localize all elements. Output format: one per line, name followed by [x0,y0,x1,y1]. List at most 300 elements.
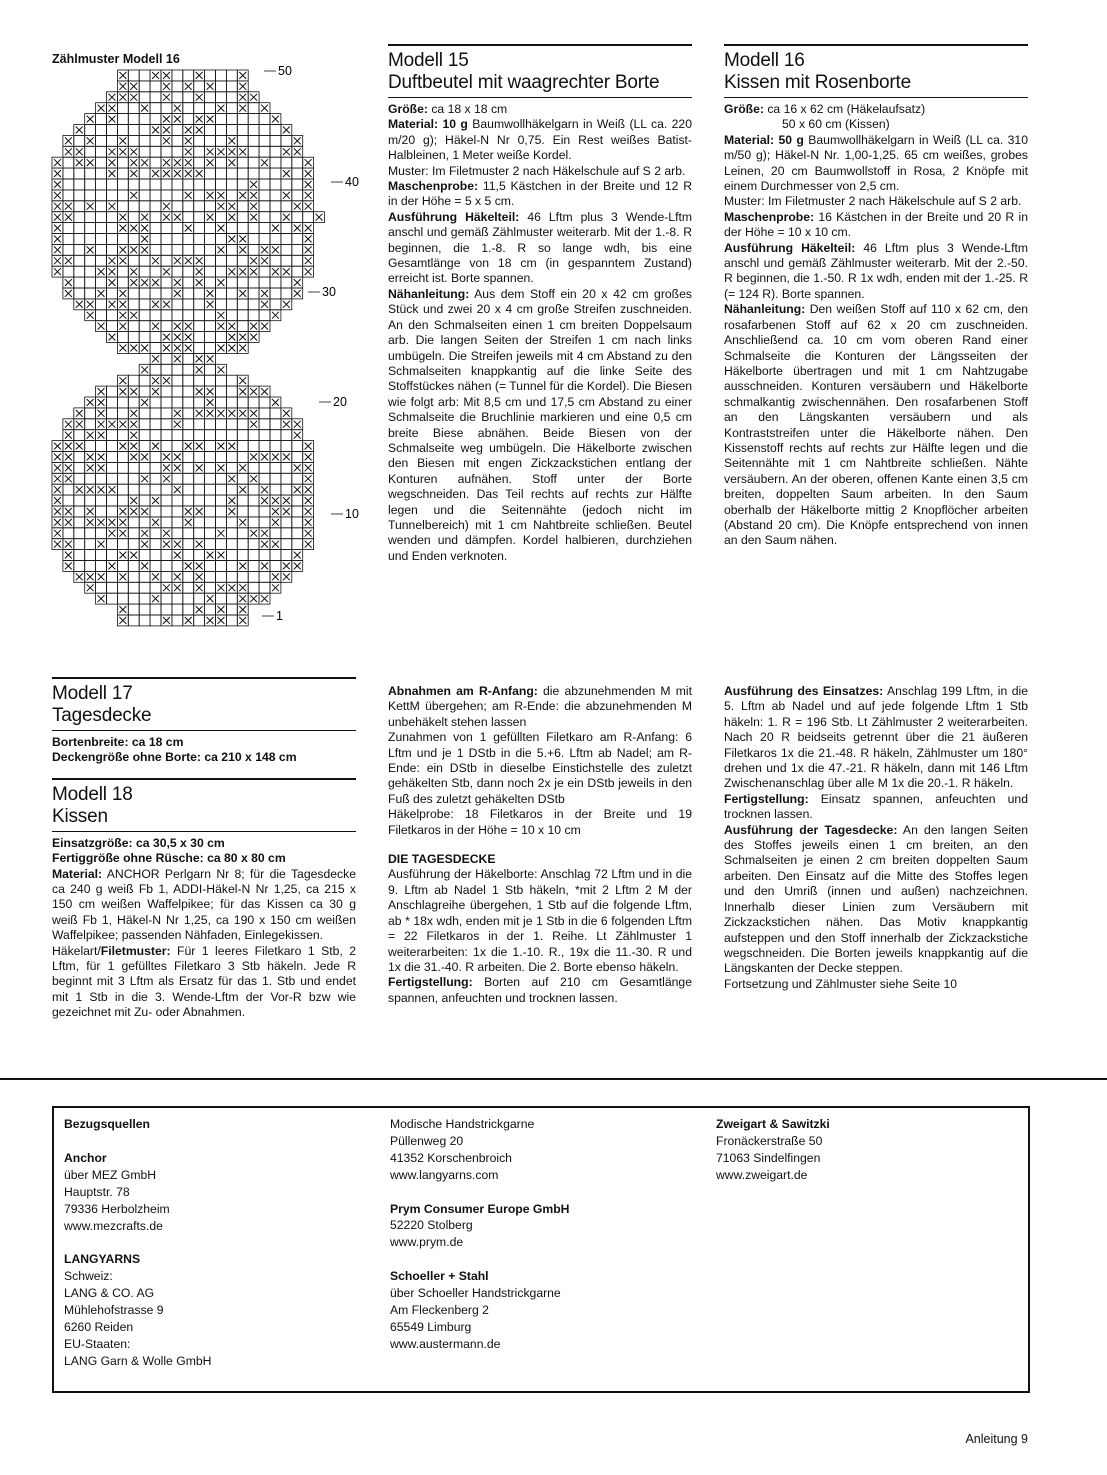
chart-cross [109,334,116,341]
chart-cross [218,530,225,537]
chart-cell [74,288,85,299]
chart-cross [250,421,257,428]
modell-18-number: Modell 18 [52,783,133,805]
chart-cell [194,375,205,386]
chart-cell [259,168,270,179]
chart-cell [161,506,172,517]
chart-cell [117,332,128,343]
chart-cross [207,192,214,199]
chart-cross [250,214,257,221]
chart-cross [98,464,105,471]
chart-cross [196,366,203,373]
chart-cross [218,105,225,112]
chart-cross [130,432,137,439]
chart-cell [237,430,248,441]
chart-cross [87,399,94,406]
chart-cross [305,519,312,526]
chart-cell [248,484,259,495]
chart-cross [163,214,170,221]
chart-cross [152,279,159,286]
chart-cell [161,495,172,506]
chart-cross [109,148,116,155]
chart-cell [150,212,161,223]
source-line: über MEZ GmbH [64,1167,157,1182]
chart-cell [216,419,227,430]
chart-cross [228,475,235,482]
chart-cross [54,519,61,526]
chart-cell [292,517,303,528]
chart-cell [96,277,107,288]
chart-cross [152,355,159,362]
chart-cell [128,539,139,550]
chart-cell [63,190,74,201]
chart-cell [74,135,85,146]
chart-cell [237,550,248,561]
chart-cross [130,508,137,515]
chart-cell [259,550,270,561]
chart-cross [272,573,279,580]
chart-cell [150,332,161,343]
chart-cell [259,114,270,125]
chart-cross [261,595,268,602]
chart-cell [259,473,270,484]
chart-cell [237,571,248,582]
chart-cell [139,92,150,103]
chart-cross [272,541,279,548]
chart-cross [272,225,279,232]
chart-cell [281,255,292,266]
chart-cell [281,234,292,245]
chart-cell [161,604,172,615]
source-line: LANGYARNS [64,1252,141,1267]
page-footer: Anleitung 9 [965,1432,1028,1446]
chart-cell [205,277,216,288]
chart-cell [74,495,85,506]
chart-cell [172,310,183,321]
gauge-text: Häkelprobe: 18 Filetkaros in der Breite und 19 Filetkaros in der Höhe = 10 x 10 cm [388,807,692,837]
chart-cell [205,604,216,615]
chart-cell [248,168,259,179]
modell-16-number: Modell 16 [724,50,805,71]
chart-cell [194,430,205,441]
chart-cross [218,203,225,210]
chart-cross [163,72,170,79]
chart-cross [196,563,203,570]
chart-cell [85,234,96,245]
chart-cell [281,179,292,190]
chart-cell [96,550,107,561]
chart-cell [183,528,194,539]
m16-crochet: Ausführung Häkelteil: 46 Lftm plus 3 Wende-Lftm anschl und gemäß Zählmuster weiterarb. Mit der 2.-50. R beginnen, die 1.-50. R 1x wdh, enden mit der 1.-25. R (= 124 R). Borte spannen. [724,240,1029,301]
chart-cell [139,146,150,157]
chart-cross [54,159,61,166]
chart-cell [161,234,172,245]
chart-cell [172,92,183,103]
chart-cross [294,563,301,570]
chart-cell [248,114,259,125]
chart-cell [226,255,237,266]
modell-17-title: Tagesdecke [52,705,152,726]
chart-cell [150,310,161,321]
source-line: www.mezcrafts.de [64,1218,163,1233]
chart-cross [65,421,72,428]
chart-cross [250,595,257,602]
chart-cell [150,528,161,539]
chart-cell [259,419,270,430]
chart-cell [139,332,150,343]
chart-cell [226,397,237,408]
chart-cell [183,114,194,125]
chart-cell [194,179,205,190]
chart-cell [216,517,227,528]
chart-cross [185,192,192,199]
chart-cell [194,321,205,332]
modell-16-header [724,44,1028,98]
chart-cross [163,530,170,537]
chart-cross [54,497,61,504]
chart-cell [237,506,248,517]
chart-cross [305,268,312,275]
chart-cell [270,462,281,473]
chart-cell [183,234,194,245]
chart-cell [107,473,118,484]
chart-cell [194,223,205,234]
chart-cell [150,103,161,114]
chart-cross [174,573,181,580]
chart-cross [185,148,192,155]
chart-cell [85,179,96,190]
chart-cell [139,135,150,146]
chart-cell [107,386,118,397]
chart-cell [74,168,85,179]
chart-cell [281,277,292,288]
chart-cross [250,454,257,461]
chart-cross [239,72,246,79]
chart-cross [65,464,72,471]
chart-cross [130,246,137,253]
chart-cell [259,430,270,441]
chart-cell [270,146,281,157]
chart-cell [205,168,216,179]
chart-cross [239,334,246,341]
chart-cell [226,114,237,125]
chart-cell [248,125,259,136]
chart-cross [130,170,137,177]
chart-cell [248,135,259,146]
chart-cross [174,345,181,352]
chart-cross [152,323,159,330]
chart-cross [87,573,94,580]
increase-text: Zunahmen von 1 gefüllten Filetkaro am R-Anfang: 6 Lftm und je 1 DStb in die 5.+6. Lftm ab Nadel; am R-Ende: ein DStb in dieselbe Einstichstelle des zuletzt gehäkelten Stb, dann noch 2x je ein DStb jeweils in den Fuß des zuletzt gehäkelten DStb [388,730,692,806]
chart-cell [74,452,85,463]
chart-cross [87,519,94,526]
chart-cell [172,441,183,452]
chart-cross [163,345,170,352]
chart-cross [98,323,105,330]
chart-cell [248,299,259,310]
chart-cell [161,561,172,572]
chart-cell [226,299,237,310]
chart-cell [237,135,248,146]
chart-cell [270,473,281,484]
chart-cross [218,584,225,591]
chart-cross [294,552,301,559]
chart-cell [183,462,194,473]
chart-cross [130,159,137,166]
chart-cross [65,541,72,548]
source-line: Schoeller + Stahl [390,1269,489,1284]
chart-cell [248,506,259,517]
modell-15-number: Modell 15 [388,50,469,71]
chart-cell [139,430,150,441]
chart-cell [183,539,194,550]
chart-cross [239,410,246,417]
chart-cell [107,310,118,321]
chart-cross [250,323,257,330]
chart-cell [117,408,128,419]
chart-cell [248,571,259,582]
chart-cell [150,288,161,299]
chart-cell [205,92,216,103]
chart-cell [96,234,107,245]
chart-cross [76,573,83,580]
chart-cross [163,268,170,275]
chart-cell [63,179,74,190]
chart-cell [292,244,303,255]
chart-cell [96,582,107,593]
chart-cell [172,615,183,626]
chart-cell [226,288,237,299]
chart-cell [96,114,107,125]
chart-cell [281,517,292,528]
chart-cross [228,584,235,591]
chart-cell [259,441,270,452]
chart-cell [194,473,205,484]
chart-cell [183,375,194,386]
chart-cell [194,234,205,245]
chart-cell [205,506,216,517]
chart-cross [119,606,126,613]
chart-cell [74,244,85,255]
chart-cell [96,310,107,321]
chart-cross [141,279,148,286]
chart-cross [196,170,203,177]
chart-cell [259,397,270,408]
chart-cell [292,528,303,539]
chart-cell [270,168,281,179]
chart-cell [216,332,227,343]
chart-cell [248,234,259,245]
chart-cell [303,212,314,223]
chart-cell [216,157,227,168]
chart-cell [96,135,107,146]
chart-cell [117,473,128,484]
chart-cell [226,92,237,103]
chart-cell [139,604,150,615]
chart-cell [161,223,172,234]
chart-cross [305,486,312,493]
chart-cross [185,257,192,264]
source-line: 71063 Sindelfingen [716,1150,821,1165]
chart-cross [272,508,279,515]
chart-cell [85,528,96,539]
chart-cross [261,290,268,297]
chart-cross [65,443,72,450]
chart-cross [294,486,301,493]
chart-cell [139,310,150,321]
chart-cross [119,421,126,428]
chart-cross [163,584,170,591]
chart-row-label: 40 [345,175,359,189]
chart-cell [117,495,128,506]
chart-cross [283,214,290,221]
source-line: www.langyarns.com [390,1167,499,1182]
chart-cell [216,168,227,179]
chart-cell [183,419,194,430]
chart-cross [294,148,301,155]
chart-cell [205,266,216,277]
chart-cell [161,430,172,441]
chart-cross [65,148,72,155]
chart-cross [54,443,61,450]
chart-cross [109,170,116,177]
chart-cell [150,604,161,615]
chart-cross [218,312,225,319]
insert-finishing-text: Fertigstellung: Einsatz spannen, anfeuchten und trocknen lassen. [724,791,1028,822]
chart-cross [218,410,225,417]
chart-cross [163,170,170,177]
chart-cross [239,236,246,243]
chart-cell [226,70,237,81]
chart-cell [161,593,172,604]
chart-cell [128,484,139,495]
chart-cross [152,595,159,602]
chart-cell [128,582,139,593]
chart-cross [196,541,203,548]
chart-cell [270,561,281,572]
chart-cross [109,301,116,308]
source-line [390,1184,690,1201]
chart-cell [150,397,161,408]
m16-material: Material: 50 g Baumwollhäkelgarn in Weiß (LL ca. 310 m/50 g); Häkel-N Nr. 1,00-1,25. 65 cm weißes, grobes Leinen, 20 cm Baumwollstoff in Rosa, 2 Knöpfe mit einem Durchmesser von 2,5 cm. [724,132,1028,194]
chart-cross [305,181,312,188]
chart-cell [226,539,237,550]
chart-cross [76,127,83,134]
chart-cell [259,146,270,157]
chart-cross [185,83,192,90]
chart-cell [194,103,205,114]
chart-cross [294,421,301,428]
chart-cross [250,203,257,210]
chart-cell [172,135,183,146]
chart-cell [237,310,248,321]
chart-cross [119,323,126,330]
chart-cross [54,170,61,177]
chart-cell [292,179,303,190]
chart-cross [272,399,279,406]
chart-cell [216,484,227,495]
chart-cross [228,345,235,352]
chart-cell [85,419,96,430]
chart-cell [128,288,139,299]
chart-cell [139,114,150,125]
chart-cross [109,486,116,493]
chart-cross [283,508,290,515]
chart-cell [117,179,128,190]
chart-cell [96,528,107,539]
chart-cross [119,530,126,537]
chart-cell [270,430,281,441]
chart-cell [259,125,270,136]
chart-cell [259,408,270,419]
chart-cell [237,157,248,168]
chart-cell [139,81,150,92]
chart-cell [117,201,128,212]
chart-cross [109,563,116,570]
chart-cell [117,593,128,604]
chart-cross [109,530,116,537]
chart-cross [207,410,214,417]
chart-cross [185,443,192,450]
chart-cross [207,148,214,155]
chart-cell [292,255,303,266]
chart-cell [194,190,205,201]
chart-cross [98,541,105,548]
chart-cell [237,255,248,266]
chart-cell [281,288,292,299]
chart-cross [218,464,225,471]
chart-cell [183,593,194,604]
chart-cell [74,201,85,212]
chart-cell [205,332,216,343]
chart-cross [130,454,137,461]
chart-cell [85,277,96,288]
chart-cross [174,170,181,177]
chart-cross [130,279,137,286]
chart-cell [150,157,161,168]
chart-cell [205,539,216,550]
chart-cell [128,255,139,266]
chart-cell [270,419,281,430]
chart-cross [98,519,105,526]
source-line: über Schoeller Handstrickgarne [390,1286,561,1301]
chart-cell [150,201,161,212]
chart-cell [248,561,259,572]
chart-cell [205,419,216,430]
chart-cell [183,244,194,255]
chart-cross [218,192,225,199]
chart-cell [128,473,139,484]
chart-cross [163,301,170,308]
modell-17-header [52,677,356,731]
chart-cell [74,190,85,201]
modell-18-title: Kissen [52,805,108,827]
chart-cross [65,290,72,297]
source-line: EU-Staaten: [64,1336,131,1351]
m18-filet: Häkelart/Filetmuster: Für 1 leeres Filetkaro 1 Stb, 2 Lftm, für 1 gefülltes Filetkaro 3 Stb häkeln. Jede R beginnt mit 3 Lftm als Ersatz für das 1. Stb und endet mit 1 Stb in die 3. Wende-Lftm der Vor-R bzw wie gezeichnet mit Zu- oder Abnahmen. [52,943,356,1020]
chart-cross [174,214,181,221]
chart-cell [259,310,270,321]
chart-cell [150,343,161,354]
chart-cell [216,114,227,125]
chart-cell [237,223,248,234]
chart-cell [107,582,118,593]
chart-cell [281,484,292,495]
chart-cell [117,484,128,495]
chart-cell [248,539,259,550]
chart-cross [196,355,203,362]
chart-cell [248,310,259,321]
